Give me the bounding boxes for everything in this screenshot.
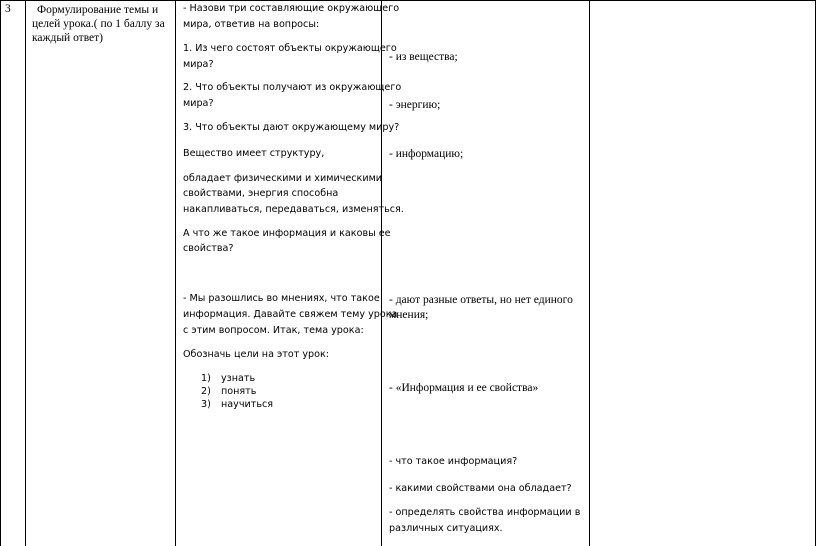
teacher-paragraph-line: с этим вопросом. Итак, тема урока:	[183, 325, 364, 336]
goal-number: 2)	[201, 386, 211, 397]
student-answer: - какими свойствами она обладает?	[389, 483, 572, 494]
student-answer: - «Информация и ее свойства»	[389, 382, 539, 394]
question-1-line: мира?	[183, 59, 214, 70]
stage-line: Формулирование темы и	[37, 4, 159, 16]
stage-line: каждый ответ)	[32, 32, 104, 44]
question-2-line: 2. Что объекты получают из окружающего	[183, 82, 402, 93]
column-border	[0, 0, 1, 546]
stage-line: целей урока.( по 1 баллу за	[32, 18, 165, 30]
student-answer: - из вещества;	[389, 51, 458, 63]
question-3-line: 3. Что объекты дают окружающему миру?	[183, 122, 400, 133]
student-answer: различных ситуациях.	[389, 523, 503, 534]
column-border	[25, 0, 26, 546]
goal-item: понять	[221, 386, 257, 397]
student-answer: - что такое информация?	[389, 456, 518, 467]
teacher-paragraph-line: свойствами, энергия способна	[183, 188, 339, 199]
column-border	[589, 0, 590, 546]
teacher-intro-line: - Назови три составляющие окружающего	[183, 3, 400, 14]
goal-number: 1)	[201, 373, 211, 384]
teacher-paragraph-line: - Мы разошлись во мнениях, что такое	[183, 293, 380, 304]
teacher-intro-line: мира, ответив на вопросы:	[183, 19, 320, 30]
teacher-paragraph-line: накапливаться, передаваться, изменяться.	[183, 204, 404, 215]
teacher-paragraph-line: свойства?	[183, 243, 234, 254]
student-answer: мнения;	[389, 309, 429, 321]
teacher-paragraph-line: информация. Давайте свяжем тему урока	[183, 309, 398, 320]
row-number: 3	[5, 3, 11, 15]
goal-number: 3)	[201, 399, 211, 410]
question-2-line: мира?	[183, 98, 214, 109]
column-border	[175, 0, 176, 546]
student-answer: - информацию;	[389, 148, 464, 160]
student-answer: - энергию;	[389, 99, 441, 111]
teacher-paragraph-line: обладает физическими и химическими	[183, 173, 383, 184]
goal-item: узнать	[221, 373, 256, 384]
goal-item: научиться	[221, 399, 274, 410]
teacher-paragraph-line: Обозначь цели на этот урок:	[183, 349, 330, 360]
teacher-paragraph-line: Вещество имеет структуру,	[183, 148, 325, 159]
student-answer: - определять свойства информации в	[389, 507, 581, 518]
teacher-paragraph-line: А что же такое информация и каковы ее	[183, 228, 391, 239]
student-answer: - дают разные ответы, но нет единого	[389, 294, 573, 306]
question-1-line: 1. Из чего состоят объекты окружающего	[183, 43, 397, 54]
